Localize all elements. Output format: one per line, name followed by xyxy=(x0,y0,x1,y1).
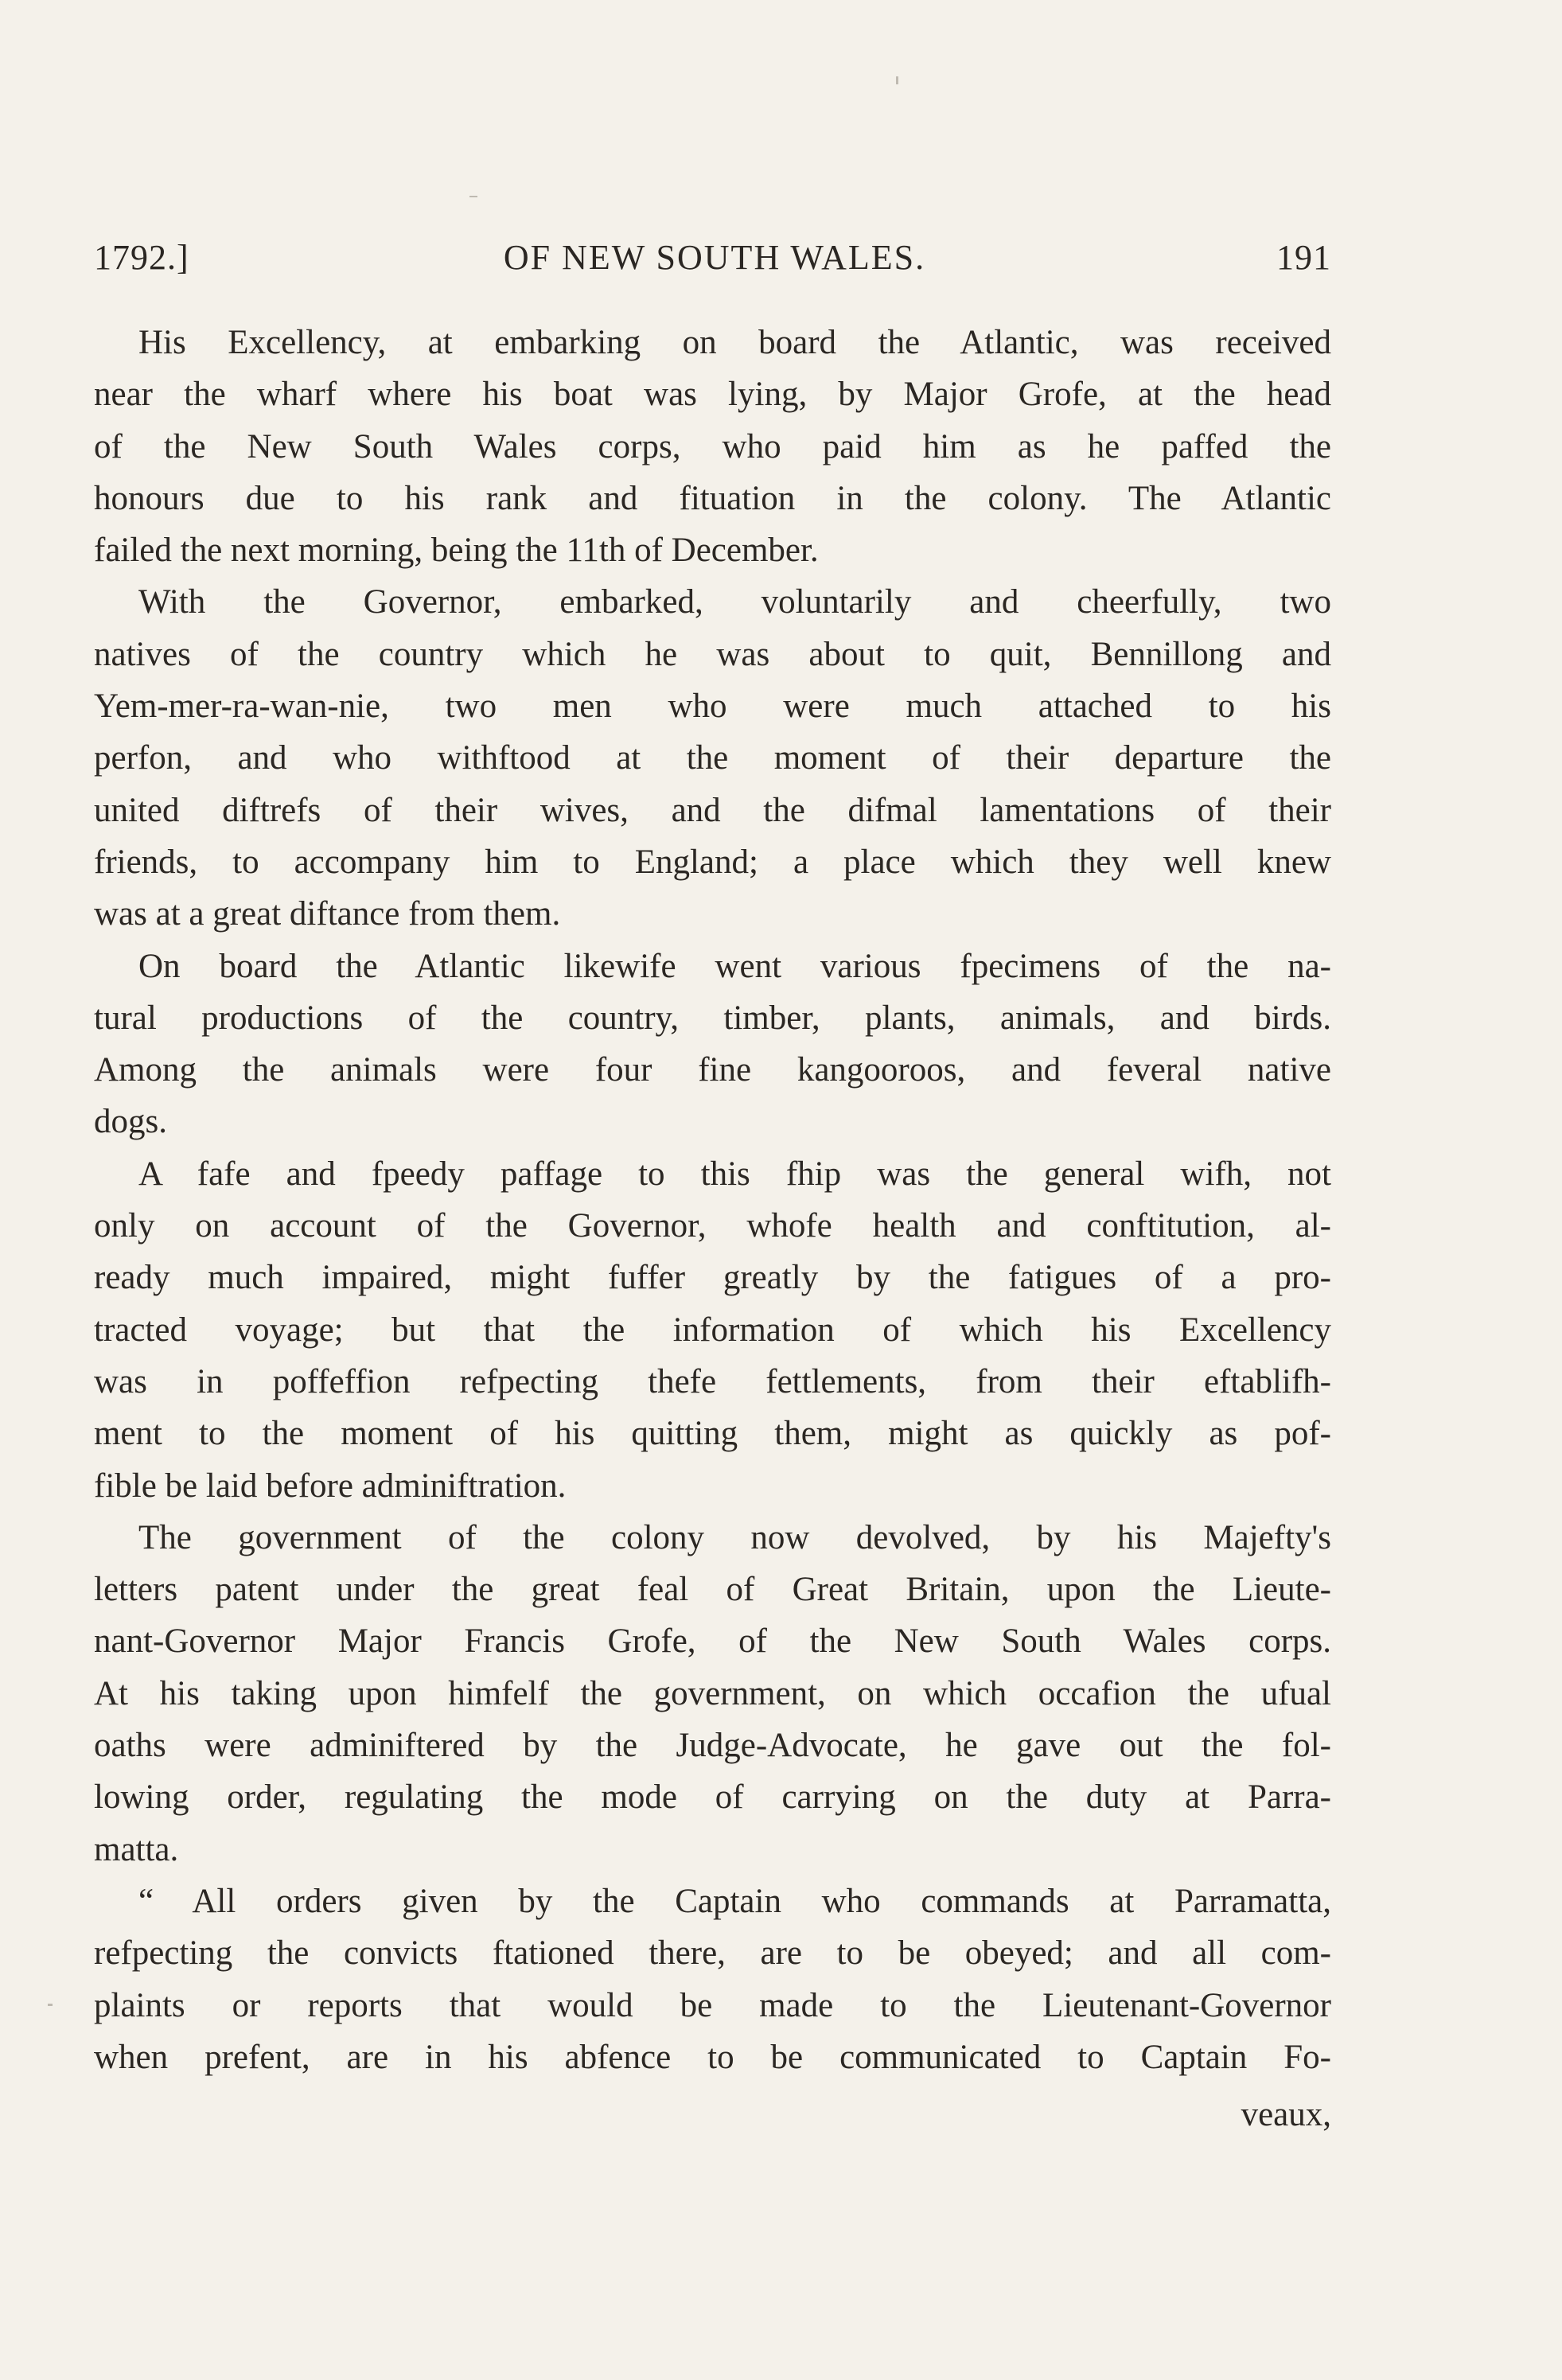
paper-speck xyxy=(896,76,898,84)
header-title: OF NEW SOUTH WALES. xyxy=(503,238,926,277)
text-line: natives of the country which he was about to quit, Bennillong and xyxy=(94,635,1331,673)
text-line: of the New South Wales corps, who paid him as he paffed the xyxy=(94,427,1331,465)
text-line: plaints or reports that would be made to the Lieutenant-Governor xyxy=(94,1986,1331,2024)
text-line: tracted voyage; but that the information of which his Excellency xyxy=(94,1311,1331,1349)
text-line: The government of the colony now devolved, by his Majefty's xyxy=(138,1518,1331,1556)
text-line: was at a great diftance from them. xyxy=(94,895,561,933)
text-line: His Excellency, at embarking on board the Atlantic, was received xyxy=(138,324,1331,361)
text-line: near the wharf where his boat was lying, by Major Grofe, at the head xyxy=(94,376,1331,414)
text-line: On board the Atlantic likewife went various fpecimens of the na- xyxy=(138,947,1331,985)
paper-speck xyxy=(48,2004,53,2006)
text-line: failed the next morning, being the 11th of December. xyxy=(94,532,819,570)
text-line: letters patent under the great feal of Great Britain, upon the Lieute- xyxy=(94,1571,1331,1609)
text-line: At his taking upon himfelf the government, on which occafion the ufual xyxy=(94,1674,1331,1712)
text-line: nant-Governor Major Francis Grofe, of the New South Wales corps. xyxy=(94,1622,1331,1661)
text-line: was in poffeffion refpecting thefe fettlements, from their eftablifh- xyxy=(94,1362,1331,1400)
text-line: lowing order, regulating the mode of carrying on the duty at Parra- xyxy=(94,1778,1331,1817)
text-line: oaths were adminiftered by the Judge-Advocate, he gave out the fol- xyxy=(94,1727,1331,1765)
text-line: “ All orders given by the Captain who commands at Parramatta, xyxy=(138,1882,1331,1920)
page-number: 191 xyxy=(1276,238,1331,277)
text-line: With the Governor, embarked, voluntarily and cheerfully, two xyxy=(138,583,1331,621)
text-line: Among the animals were four fine kangooroos, and feveral native xyxy=(94,1051,1331,1089)
text-line: friends, to accompany him to England; a place which they well knew xyxy=(94,843,1331,881)
text-line: refpecting the convicts ftationed there, are to be obeyed; and all com- xyxy=(94,1934,1331,1973)
body-text xyxy=(94,317,1331,2083)
text-line: tural productions of the country, timber, plants, animals, and birds. xyxy=(94,999,1331,1037)
running-head xyxy=(94,237,1331,285)
text-line: ment to the moment of his quitting them, might as quickly as pof- xyxy=(94,1415,1331,1453)
text-line: Yem-mer-ra-wan-nie, two men who were much attached to his xyxy=(94,688,1331,726)
text-line: perfon, and who withftood at the moment of their departure the xyxy=(94,739,1331,777)
text-line: A fafe and fpeedy paffage to this fhip was the general wifh, not xyxy=(138,1155,1331,1193)
text-line: fible be laid before adminiftration. xyxy=(94,1467,567,1505)
text-line: ready much impaired, might fuffer greatly by the fatigues of a pro- xyxy=(94,1259,1331,1297)
text-line: dogs. xyxy=(94,1103,167,1141)
text-line: honours due to his rank and fituation in the colony. The Atlantic xyxy=(94,479,1331,517)
catchword: veaux, xyxy=(1241,2096,1331,2133)
paper-speck xyxy=(469,196,477,197)
text-line: only on account of the Governor, whofe health and conftitution, al- xyxy=(94,1207,1331,1245)
text-line: united diftrefs of their wives, and the difmal lamentations of their xyxy=(94,791,1331,829)
header-year: 1792.] xyxy=(94,238,189,277)
text-line: when prefent, are in his abfence to be communicated to Captain Fo- xyxy=(94,2038,1331,2076)
text-line: matta. xyxy=(94,1830,179,1868)
